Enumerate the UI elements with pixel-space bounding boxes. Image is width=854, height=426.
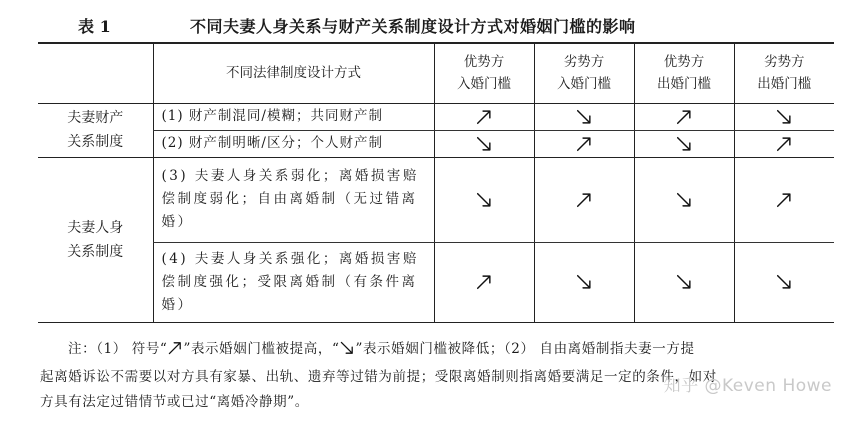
up-arrow-icon bbox=[475, 273, 493, 291]
header-col-1: 优势方 入婚门槛 bbox=[434, 43, 534, 103]
note-line-1: 注：（1） 符号“ ”表示婚姻门槛被提高，“ ”表示婚姻门槛被降低；（2） 自由离婚制指夫妻一方提 bbox=[40, 337, 840, 365]
up-arrow-icon bbox=[775, 135, 793, 153]
arrow-cell bbox=[534, 130, 634, 157]
table-row bbox=[38, 157, 834, 242]
group-label-property: 夫妻财产 关系制度 bbox=[38, 103, 153, 157]
down-arrow-icon bbox=[675, 273, 693, 291]
down-arrow-icon bbox=[675, 135, 693, 153]
down-arrow-icon bbox=[339, 340, 355, 356]
data-table bbox=[38, 42, 834, 323]
header-empty-cell bbox=[38, 43, 153, 103]
arrow-cell bbox=[634, 242, 734, 322]
table-row bbox=[38, 103, 834, 130]
method-cell: (3) 夫妻人身关系弱化；离婚损害赔偿制度弱化；自由离婚制（无过错离婚） bbox=[153, 157, 434, 242]
method-cell: (2) 财产制明晰/区分；个人财产制 bbox=[153, 130, 434, 157]
header-method: 不同法律制度设计方式 bbox=[153, 43, 434, 103]
method-cell: (1) 财产制混同/模糊；共同财产制 bbox=[153, 103, 434, 130]
arrow-cell bbox=[634, 130, 734, 157]
arrow-cell bbox=[734, 103, 834, 130]
down-arrow-icon bbox=[339, 340, 355, 365]
table-number: 表 1 bbox=[78, 17, 111, 36]
up-arrow-icon bbox=[575, 135, 593, 153]
note-line-2: 起离婚诉讼不需要以对方具有家暴、出轨、遗弃等过错为前提；受限离婚制则指离婚要满足一定的条件，如对 bbox=[40, 369, 717, 385]
table-row bbox=[38, 130, 834, 157]
arrow-cell bbox=[634, 103, 734, 130]
down-arrow-icon bbox=[775, 273, 793, 291]
down-arrow-icon bbox=[775, 108, 793, 126]
down-arrow-icon bbox=[575, 273, 593, 291]
up-arrow-icon bbox=[167, 340, 183, 356]
down-arrow-icon bbox=[675, 191, 693, 209]
arrow-cell bbox=[734, 130, 834, 157]
watermark: 知乎 @Keven Howe bbox=[663, 376, 832, 396]
header-col-3: 优势方 出婚门槛 bbox=[634, 43, 734, 103]
arrow-cell bbox=[534, 103, 634, 130]
up-arrow-icon bbox=[775, 191, 793, 209]
table-caption bbox=[40, 10, 840, 38]
down-arrow-icon bbox=[575, 108, 593, 126]
method-cell: (4) 夫妻人身关系强化；离婚损害赔偿制度强化；受限离婚制（有条件离婚） bbox=[153, 242, 434, 322]
up-arrow-icon bbox=[167, 340, 183, 365]
arrow-cell bbox=[534, 242, 634, 322]
up-arrow-icon bbox=[575, 191, 593, 209]
note-line-3: 方具有法定过错情节或已过“离婚冷静期”。 bbox=[40, 394, 309, 410]
arrow-cell bbox=[734, 157, 834, 242]
arrow-cell bbox=[734, 242, 834, 322]
arrow-cell bbox=[434, 103, 534, 130]
down-arrow-icon bbox=[475, 191, 493, 209]
up-arrow-icon bbox=[675, 108, 693, 126]
group-label-personal: 夫妻人身 关系制度 bbox=[38, 157, 153, 322]
header-row bbox=[38, 43, 834, 103]
arrow-cell bbox=[534, 157, 634, 242]
header-col-4: 劣势方 出婚门槛 bbox=[734, 43, 834, 103]
arrow-cell bbox=[434, 242, 534, 322]
arrow-cell bbox=[434, 157, 534, 242]
up-arrow-icon bbox=[475, 108, 493, 126]
arrow-cell bbox=[634, 157, 734, 242]
header-col-2: 劣势方 入婚门槛 bbox=[534, 43, 634, 103]
arrow-cell bbox=[434, 130, 534, 157]
table-title: 不同夫妻人身关系与财产关系制度设计方式对婚姻门槛的影响 bbox=[190, 17, 636, 36]
down-arrow-icon bbox=[475, 135, 493, 153]
table-row bbox=[38, 242, 834, 322]
